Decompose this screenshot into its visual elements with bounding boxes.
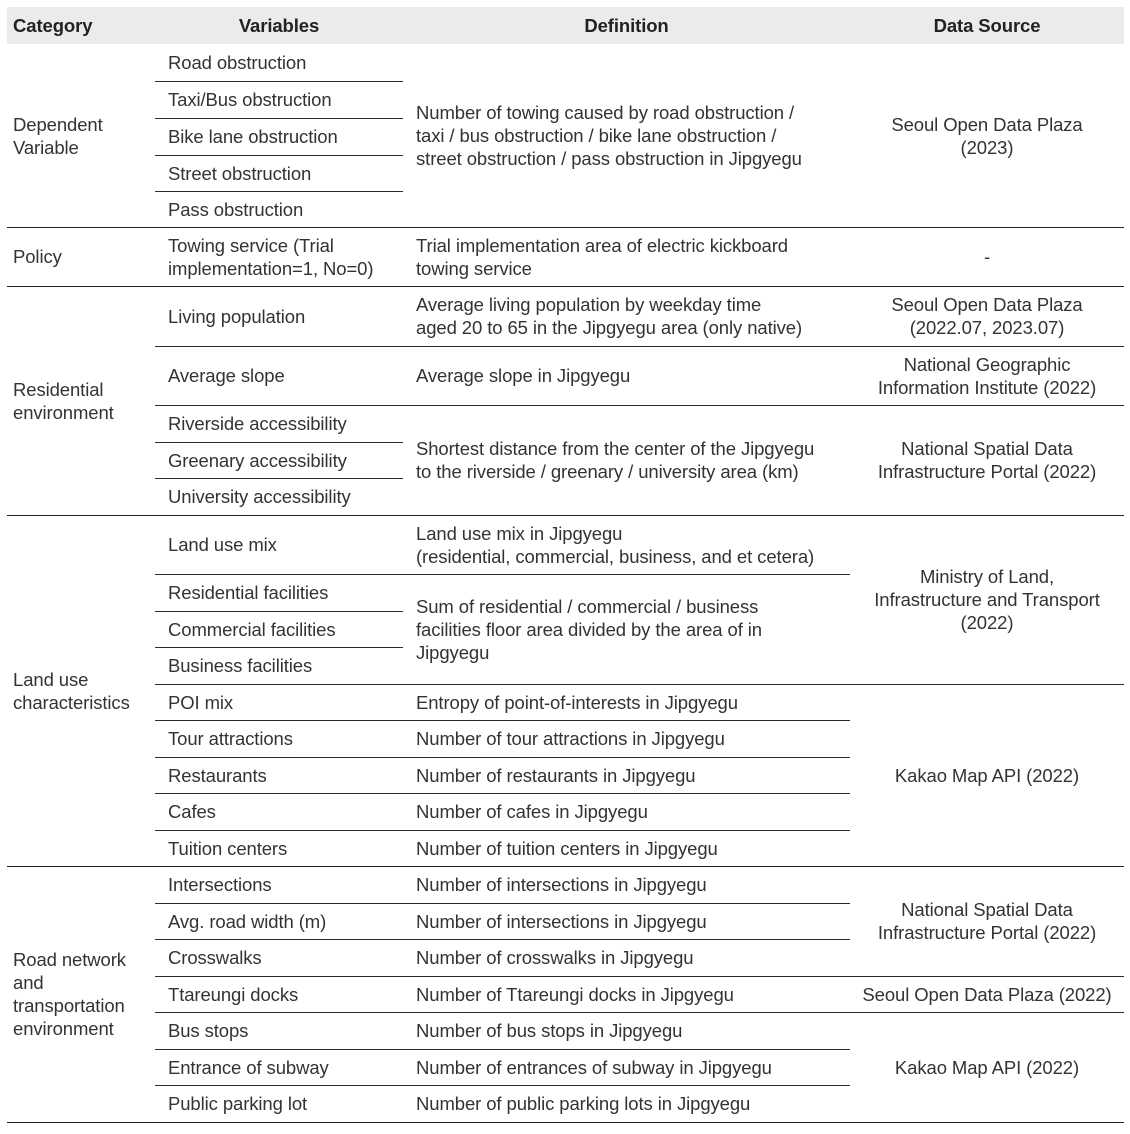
definition-intersections: Number of intersections in Jipgyegu [416,874,707,895]
definition-average-slope: Average slope in Jipgyegu [416,365,631,386]
definition-entrance-of-subway: Number of entrances of subway in Jipgyegu [416,1056,772,1078]
variable-average-slope: Average slope [168,365,285,386]
definition-land-use-mix: Land use mix in Jipgyegu (residential, commercial, business, and et cetera) [416,522,815,567]
source-accessibility: National Spatial Data Infrastructure Portal (2022) [877,438,1097,482]
variable-university-accessibility: University accessibility [168,486,351,507]
source-dependent: Seoul Open Data Plaza (2023) [891,113,1083,158]
category-land-use-characteristics: Land use characteristics [13,668,130,713]
source-nsdi-road: National Spatial Data Infrastructure Portal (2022) [877,899,1097,943]
variable-street-obstruction: Street obstruction [168,162,312,184]
variable-land-use-mix: Land use mix [168,534,277,555]
source-kakao-road: Kakao Map API (2022) [894,1056,1080,1078]
variable-bus-stops: Bus stops [168,1020,249,1041]
variable-taxi-bus-obstruction: Taxi/Bus obstruction [168,89,332,110]
variable-business-facilities: Business facilities [168,655,313,676]
variable-greenary-accessibility: Greenary accessibility [168,449,347,471]
variable-tour-attractions: Tour attractions [168,728,293,749]
definition-bus-stops: Number of bus stops in Jipgyegu [416,1020,683,1041]
definition-tour-attractions: Number of tour attractions in Jipgyegu [416,728,725,749]
definition-tuition-centers: Number of tuition centers in Jipgyegu [416,837,718,859]
variable-riverside-accessibility: Riverside accessibility [168,413,347,434]
source-ministry-of-land: Ministry of Land, Infrastructure and Transport (2022) [874,566,1100,633]
source-seoul-ttareungi: Seoul Open Data Plaza (2022) [862,983,1112,1005]
definition-dependent: Number of towing caused by road obstruction / taxi / bus obstruction / bike lane obstruction / street obstruction / pass obstruction in Jipgyegu [416,102,802,169]
definition-restaurants: Number of restaurants in Jipgyegu [416,764,696,786]
variable-towing-service: Towing service (Trial implementation=1, No=0) [168,234,374,279]
variable-pass-obstruction: Pass obstruction [168,198,304,220]
definition-cafes: Number of cafes in Jipgyegu [416,801,648,822]
variable-residential-facilities: Residential facilities [168,582,329,603]
header-definition: Definition [584,15,669,36]
variable-public-parking-lot: Public parking lot [168,1093,308,1114]
variable-ttareungi-docks: Ttareungi docks [168,983,299,1005]
variable-crosswalks: Crosswalks [168,947,262,968]
header-data-source: Data Source [933,15,1041,36]
rule-bottom [7,1122,1124,1123]
definition-facilities: Sum of residential / commercial / business facilities floor area divided by the area of in Jipgyegu [416,595,762,663]
variable-living-population: Living population [168,305,306,327]
variable-cafes: Cafes [168,801,216,822]
category-residential-environment: Residential environment [13,378,114,423]
variable-poi-mix: POI mix [168,691,234,713]
category-road-network: Road network and transportation environment [13,949,126,1039]
variable-tuition-centers: Tuition centers [168,837,288,859]
source-average-slope: National Geographic Information Institute (2022) [877,353,1097,398]
definition-crosswalks: Number of crosswalks in Jipgyegu [416,947,694,968]
variable-intersections: Intersections [168,874,272,895]
definition-living-population: Average living population by weekday time aged 20 to 65 in the Jipgyegu area (only native) [416,294,803,338]
definition-avg-road-width: Number of intersections in Jipgyegu [416,910,707,932]
variable-entrance-of-subway: Entrance of subway [168,1056,329,1078]
category-dependent-variable: Dependent Variable [13,113,103,158]
source-kakao-land-use: Kakao Map API (2022) [894,764,1080,786]
variable-bike-lane-obstruction: Bike lane obstruction [168,126,338,147]
variable-road-obstruction: Road obstruction [168,52,307,73]
variable-commercial-facilities: Commercial facilities [168,618,336,640]
definition-accessibility: Shortest distance from the center of the Jipgyegu to the riverside / greenary / university area (km) [416,438,815,482]
header-category: Category [13,15,93,36]
definition-towing-service: Trial implementation area of electric kickboard towing service [416,234,788,279]
source-policy: - [983,246,991,267]
definition-public-parking-lot: Number of public parking lots in Jipgyegu [416,1093,751,1114]
variable-restaurants: Restaurants [168,764,267,786]
variable-avg-road-width: Avg. road width (m) [168,910,327,932]
category-policy: Policy [13,246,62,267]
source-living-population: Seoul Open Data Plaza (2022.07, 2023.07) [891,294,1083,338]
definition-poi-mix: Entropy of point-of-interests in Jipgyegu [416,691,738,713]
definition-ttareungi-docks: Number of Ttareungi docks in Jipgyegu [416,983,734,1005]
header-variables: Variables [238,15,320,36]
